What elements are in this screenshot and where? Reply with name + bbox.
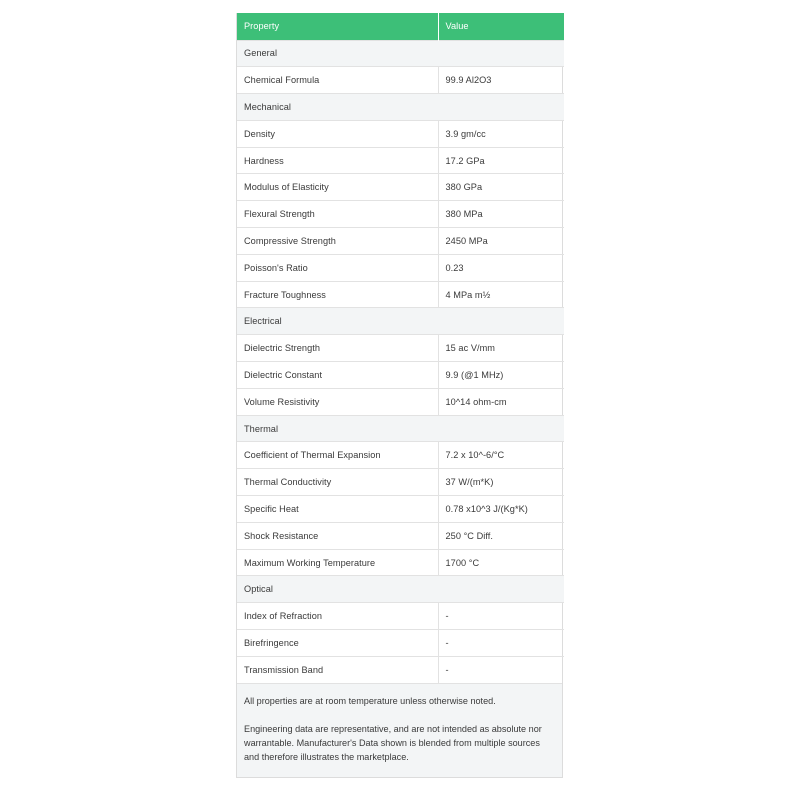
table-row	[237, 120, 564, 147]
property-name-cell: Shock Resistance	[237, 522, 438, 549]
table-row	[237, 496, 564, 523]
property-value-cell: 37 W/(m*K)	[438, 469, 564, 496]
property-value-cell: 380 MPa	[438, 201, 564, 228]
section-row	[237, 308, 564, 335]
property-name-cell: Modulus of Elasticity	[237, 174, 438, 201]
property-name-cell: Dielectric Strength	[237, 335, 438, 362]
section-row	[237, 94, 564, 121]
table-row	[237, 603, 564, 630]
property-value-cell: 9.9 (@1 MHz)	[438, 362, 564, 389]
table-row	[237, 388, 564, 415]
header-property: Property	[237, 13, 438, 40]
property-value-cell: -	[438, 656, 564, 683]
table-row	[237, 549, 564, 576]
table-row	[237, 254, 564, 281]
section-row	[237, 576, 564, 603]
property-value-cell: 10^14 ohm-cm	[438, 388, 564, 415]
property-name-cell: Birefringence	[237, 630, 438, 657]
section-title: Thermal	[237, 415, 564, 442]
property-value-cell: 7.2 x 10^-6/°C	[438, 442, 564, 469]
table-row	[237, 522, 564, 549]
table-row	[237, 442, 564, 469]
table-row	[237, 174, 564, 201]
table-row	[237, 656, 564, 683]
property-name-cell: Transmission Band	[237, 656, 438, 683]
notes-box	[237, 683, 562, 777]
property-value-cell: 1700 °C	[438, 549, 564, 576]
property-name-cell: Maximum Working Temperature	[237, 549, 438, 576]
property-value-cell: 15 ac V/mm	[438, 335, 564, 362]
section-title: Mechanical	[237, 94, 564, 121]
table-row	[237, 630, 564, 657]
property-value-cell: 17.2 GPa	[438, 147, 564, 174]
section-row	[237, 40, 564, 67]
property-value-cell: -	[438, 603, 564, 630]
properties-table-body	[237, 40, 564, 683]
table-row	[237, 67, 564, 94]
note-text: All properties are at room temperature unless otherwise noted.	[244, 696, 496, 707]
table-header-row	[237, 13, 564, 40]
section-title: Electrical	[237, 308, 564, 335]
property-name-cell: Dielectric Constant	[237, 362, 438, 389]
table-row	[237, 469, 564, 496]
property-value-cell: 0.23	[438, 254, 564, 281]
property-value-cell: 2450 MPa	[438, 228, 564, 255]
section-title: Optical	[237, 576, 564, 603]
property-name-cell: Fracture Toughness	[237, 281, 438, 308]
property-name-cell: Chemical Formula	[237, 67, 438, 94]
property-name-cell: Poisson's Ratio	[237, 254, 438, 281]
table-row	[237, 362, 564, 389]
property-value-cell: 0.78 x10^3 J/(Kg*K)	[438, 496, 564, 523]
table-row	[237, 335, 564, 362]
material-properties-panel	[236, 13, 563, 778]
table-row	[237, 147, 564, 174]
property-value-cell: 380 GPa	[438, 174, 564, 201]
property-name-cell: Density	[237, 120, 438, 147]
property-value-cell: 3.9 gm/cc	[438, 120, 564, 147]
table-row	[237, 228, 564, 255]
property-name-cell: Index of Refraction	[237, 603, 438, 630]
section-row	[237, 415, 564, 442]
property-value-cell: 4 MPa m½	[438, 281, 564, 308]
property-name-cell: Coefficient of Thermal Expansion	[237, 442, 438, 469]
property-name-cell: Thermal Conductivity	[237, 469, 438, 496]
header-value: Value	[438, 13, 564, 40]
properties-table	[237, 13, 564, 683]
property-name-cell: Flexural Strength	[237, 201, 438, 228]
property-name-cell: Specific Heat	[237, 496, 438, 523]
property-name-cell: Volume Resistivity	[237, 388, 438, 415]
table-row	[237, 201, 564, 228]
property-name-cell: Hardness	[237, 147, 438, 174]
table-row	[237, 281, 564, 308]
property-value-cell: -	[438, 630, 564, 657]
section-title: General	[237, 40, 564, 67]
property-name-cell: Compressive Strength	[237, 228, 438, 255]
property-value-cell: 250 °C Diff.	[438, 522, 564, 549]
note-text: Engineering data are representative, and are not intended as absolute nor warrantable. Manufacturer's Data shown is blended from multiple sources and therefore illustrates the marketplace.	[244, 724, 542, 763]
property-value-cell: 99.9 Al2O3	[438, 67, 564, 94]
